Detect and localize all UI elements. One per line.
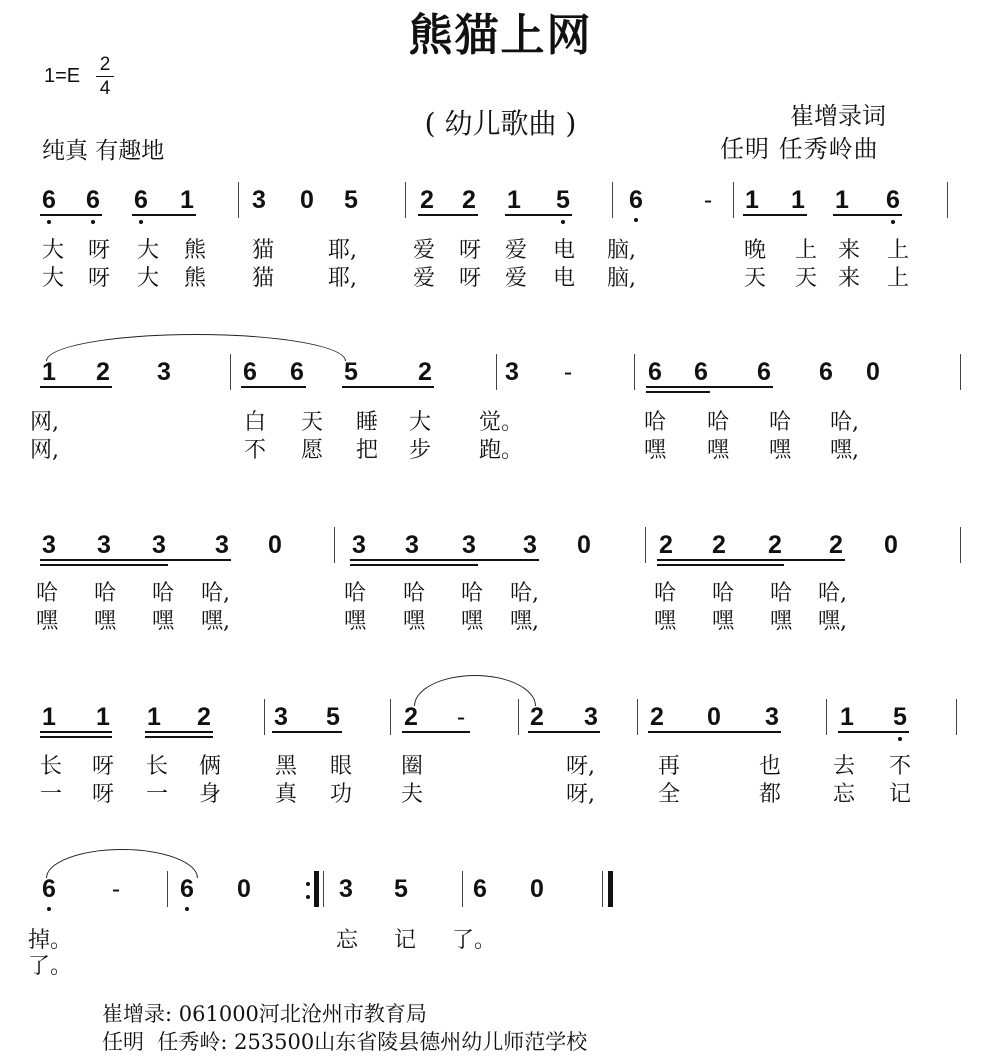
lyric-verse-1: 掉。 <box>28 928 73 953</box>
barline <box>462 871 463 907</box>
note: 0 <box>268 531 282 559</box>
note: 2 <box>712 531 726 559</box>
lyric-verse-1: 圈 <box>401 754 424 779</box>
beam-underline <box>342 386 434 388</box>
lyric-verse-1: 哈 <box>712 581 735 606</box>
octave-dot-low <box>91 220 95 224</box>
beam-underline-double <box>40 564 168 566</box>
lyric-verse-1: 呀 <box>92 754 115 779</box>
barline <box>733 182 734 218</box>
lyricist-credit: 崔增录词 <box>790 102 886 130</box>
note: 1 <box>42 703 56 731</box>
lyric-verse-1: 长 <box>40 754 63 779</box>
song-subtitle: ( 幼儿歌曲 ) <box>424 107 577 140</box>
lyric-verse-2: 都 <box>759 782 782 807</box>
beam-underline <box>833 214 902 216</box>
repeat-barline-thin <box>323 871 324 907</box>
note: 6 <box>180 875 194 903</box>
sustain-dash: - <box>111 875 121 903</box>
lyric-verse-2: 身 <box>199 782 222 807</box>
octave-dot-low <box>47 907 51 911</box>
lyric-verse-2: 真 <box>275 782 298 807</box>
note: 6 <box>42 875 56 903</box>
lyric-verse-2: 嘿, <box>510 609 539 634</box>
lyric-verse-2: 嘿, <box>830 438 859 463</box>
lyric-verse-1: 记 <box>394 928 417 953</box>
octave-dot-low <box>185 907 189 911</box>
key-signature: 1=E <box>44 65 81 87</box>
footer-address-2: 任明 任秀岭: 253500山东省陵县德州幼儿师范学校 <box>102 1030 588 1054</box>
note: 0 <box>530 875 544 903</box>
note: 1 <box>180 186 194 214</box>
lyric-verse-1: 哈 <box>644 410 667 435</box>
note: 1 <box>835 186 849 214</box>
lyric-verse-1: 忘 <box>336 928 359 953</box>
repeat-barline-thick <box>314 871 319 907</box>
lyric-verse-1: 网, <box>30 410 59 435</box>
lyric-verse-2: 大 <box>137 266 160 291</box>
lyric-verse-2: 嘿 <box>770 609 793 634</box>
note: 6 <box>86 186 100 214</box>
barline <box>634 354 635 390</box>
lyric-verse-2: 天 <box>744 266 767 291</box>
octave-dot-low <box>139 220 143 224</box>
note: 1 <box>791 186 805 214</box>
note: 6 <box>694 358 708 386</box>
lyric-verse-1: 去 <box>833 754 856 779</box>
lyric-verse-1: 再 <box>658 754 681 779</box>
note: 0 <box>884 531 898 559</box>
beam-underline-double <box>657 564 784 566</box>
note: 3 <box>765 703 779 731</box>
lyric-verse-1: 熊 <box>184 238 207 263</box>
lyric-verse-2: 呀, <box>566 782 595 807</box>
lyric-verse-2: 来 <box>838 266 861 291</box>
barline <box>612 182 613 218</box>
lyric-verse-2: 跑。 <box>479 438 524 463</box>
lyric-verse-1: 上 <box>887 238 910 263</box>
beam-underline <box>40 731 112 733</box>
note: 6 <box>819 358 833 386</box>
lyric-verse-1: 了。 <box>452 928 497 953</box>
beam-underline <box>418 214 478 216</box>
lyric-verse-1: 觉。 <box>479 410 524 435</box>
end-barline-thin <box>602 871 603 907</box>
lyric-verse-2: 嘿 <box>707 438 730 463</box>
beam-underline-double <box>145 736 213 738</box>
lyric-verse-1: 爱 <box>505 238 528 263</box>
song-title: 熊猫上网 <box>408 10 593 61</box>
lyric-verse-2: 嘿 <box>644 438 667 463</box>
lyric-verse-2: 功 <box>330 782 353 807</box>
note: 3 <box>157 358 171 386</box>
lyric-verse-1: 哈 <box>654 581 677 606</box>
beam-underline <box>241 386 306 388</box>
beam-underline <box>743 214 807 216</box>
barline <box>405 182 406 218</box>
beam-underline <box>350 559 539 561</box>
beam-underline-double <box>646 391 710 393</box>
lyric-verse-2: 上 <box>887 266 910 291</box>
beam-underline <box>272 731 342 733</box>
lyric-verse-1: 俩 <box>199 754 222 779</box>
lyric-verse-1: 哈, <box>510 581 539 606</box>
sustain-dash: - <box>456 703 466 731</box>
lyric-verse-2: 呀 <box>88 266 111 291</box>
note: 6 <box>243 358 257 386</box>
lyric-verse-2: 大 <box>42 266 65 291</box>
lyric-verse-2: 不 <box>244 438 267 463</box>
meter-bottom: 4 <box>99 78 111 99</box>
note: 3 <box>405 531 419 559</box>
lyric-verse-2: 了。 <box>28 954 73 979</box>
note: 6 <box>42 186 56 214</box>
note: 1 <box>507 186 521 214</box>
note: 0 <box>577 531 591 559</box>
note: 6 <box>757 358 771 386</box>
barline <box>645 527 646 563</box>
note: 1 <box>745 186 759 214</box>
lyric-verse-1: 哈, <box>818 581 847 606</box>
lyric-verse-1: 大 <box>409 410 432 435</box>
beam-underline <box>838 731 909 733</box>
lyric-verse-1: 长 <box>146 754 169 779</box>
note: 2 <box>197 703 211 731</box>
lyric-verse-1: 哈, <box>201 581 230 606</box>
lyric-verse-1: 哈 <box>403 581 426 606</box>
note: 6 <box>134 186 148 214</box>
lyric-verse-2: 爱 <box>413 266 436 291</box>
sustain-dash: - <box>563 358 573 386</box>
repeat-dot <box>306 895 310 899</box>
lyric-verse-1: 上 <box>795 238 818 263</box>
note: 3 <box>462 531 476 559</box>
lyric-verse-2: 嘿 <box>712 609 735 634</box>
note: 3 <box>505 358 519 386</box>
note: 3 <box>152 531 166 559</box>
beam-underline-double <box>350 564 478 566</box>
note: 1 <box>96 703 110 731</box>
tie-slur <box>46 849 198 878</box>
lyric-verse-2: 嘿 <box>152 609 175 634</box>
beam-underline <box>40 214 102 216</box>
beam-underline <box>505 214 572 216</box>
lyric-verse-1: 呀 <box>88 238 111 263</box>
lyric-verse-1: 哈 <box>94 581 117 606</box>
note: 1 <box>147 703 161 731</box>
lyric-verse-2: 嘿 <box>654 609 677 634</box>
lyric-verse-2: 嘿 <box>36 609 59 634</box>
lyric-verse-1: 哈 <box>461 581 484 606</box>
barline <box>960 527 961 563</box>
lyric-verse-1: 哈 <box>707 410 730 435</box>
lyric-verse-2: 嘿, <box>201 609 230 634</box>
barline <box>826 699 827 735</box>
tempo-marking: 纯真 有趣地 <box>42 138 165 164</box>
note: 2 <box>420 186 434 214</box>
lyric-verse-1: 来 <box>838 238 861 263</box>
beam-underline <box>402 731 470 733</box>
note: 0 <box>237 875 251 903</box>
lyric-verse-2: 呀 <box>459 266 482 291</box>
note: 2 <box>530 703 544 731</box>
note: 2 <box>650 703 664 731</box>
repeat-dot <box>306 882 310 886</box>
end-barline-thick <box>608 871 613 907</box>
lyric-verse-1: 哈 <box>344 581 367 606</box>
beam-underline <box>648 731 781 733</box>
lyric-verse-1: 呀 <box>459 238 482 263</box>
note: 6 <box>629 186 643 214</box>
lyric-verse-2: 把 <box>356 438 379 463</box>
lyric-verse-1: 哈 <box>152 581 175 606</box>
note: 5 <box>344 186 358 214</box>
barline <box>264 699 265 735</box>
lyric-verse-2: 夫 <box>401 782 424 807</box>
note: 3 <box>274 703 288 731</box>
note: 6 <box>473 875 487 903</box>
lyric-verse-2: 嘿 <box>461 609 484 634</box>
note: 2 <box>829 531 843 559</box>
note: 3 <box>42 531 56 559</box>
octave-dot-low <box>561 220 565 224</box>
note: 3 <box>215 531 229 559</box>
lyric-verse-2: 猫 <box>252 266 275 291</box>
note: 5 <box>556 186 570 214</box>
note: 5 <box>893 703 907 731</box>
barline <box>956 699 957 735</box>
note: 3 <box>339 875 353 903</box>
lyric-verse-1: 也 <box>759 754 782 779</box>
octave-dot-low <box>634 218 638 222</box>
footer-address-1: 崔增录: 061000河北沧州市教育局 <box>102 1002 427 1026</box>
note: 2 <box>404 703 418 731</box>
tie-slur <box>414 675 536 706</box>
lyric-verse-1: 大 <box>42 238 65 263</box>
note: 3 <box>523 531 537 559</box>
barline <box>960 354 961 390</box>
barline <box>238 182 239 218</box>
lyric-verse-1: 呀, <box>566 754 595 779</box>
lyric-verse-2: 爱 <box>505 266 528 291</box>
barline <box>637 699 638 735</box>
note: 0 <box>300 186 314 214</box>
lyric-verse-2: 电 <box>553 266 576 291</box>
note: 2 <box>768 531 782 559</box>
lyric-verse-1: 黑 <box>275 754 298 779</box>
lyric-verse-1: 哈 <box>36 581 59 606</box>
note: 5 <box>394 875 408 903</box>
lyric-verse-1: 晚 <box>744 238 767 263</box>
tie-slur <box>46 334 346 361</box>
note: 3 <box>97 531 111 559</box>
lyric-verse-2: 熊 <box>184 266 207 291</box>
lyric-verse-2: 嘿 <box>403 609 426 634</box>
lyric-verse-2: 嘿 <box>344 609 367 634</box>
lyric-verse-1: 猫 <box>252 238 275 263</box>
note: 5 <box>326 703 340 731</box>
barline <box>390 699 391 735</box>
note: 1 <box>42 358 56 386</box>
lyric-verse-1: 睡 <box>356 410 379 435</box>
note: 6 <box>886 186 900 214</box>
lyric-verse-2: 天 <box>795 266 818 291</box>
beam-underline <box>132 214 196 216</box>
note: 6 <box>648 358 662 386</box>
lyric-verse-1: 大 <box>137 238 160 263</box>
note: 2 <box>418 358 432 386</box>
note: 3 <box>252 186 266 214</box>
lyric-verse-2: 忘 <box>833 782 856 807</box>
note: 2 <box>96 358 110 386</box>
note: 5 <box>344 358 358 386</box>
lyric-verse-1: 白 <box>244 410 267 435</box>
beam-underline <box>528 731 600 733</box>
lyric-verse-1: 爱 <box>413 238 436 263</box>
note: 3 <box>352 531 366 559</box>
lyric-verse-1: 天 <box>301 410 324 435</box>
meter-top: 2 <box>99 54 111 75</box>
lyric-verse-2: 耶, <box>328 266 357 291</box>
time-signature <box>96 55 114 99</box>
lyric-verse-2: 一 <box>146 782 169 807</box>
lyric-verse-2: 愿 <box>301 438 324 463</box>
lyric-verse-2: 嘿, <box>818 609 847 634</box>
beam-underline <box>40 386 112 388</box>
barline <box>334 527 335 563</box>
lyric-verse-2: 嘿 <box>94 609 117 634</box>
octave-dot-low <box>898 737 902 741</box>
composer-credit: 任明 任秀岭曲 <box>720 135 879 163</box>
lyric-verse-1: 哈, <box>830 410 859 435</box>
lyric-verse-2: 一 <box>40 782 63 807</box>
note: 2 <box>659 531 673 559</box>
lyric-verse-1: 不 <box>889 754 912 779</box>
lyric-verse-1: 脑, <box>607 238 636 263</box>
lyric-verse-2: 全 <box>658 782 681 807</box>
lyric-verse-1: 眼 <box>330 754 353 779</box>
note: 1 <box>840 703 854 731</box>
beam-underline <box>646 386 773 388</box>
lyric-verse-2: 记 <box>889 782 912 807</box>
barline <box>496 354 497 390</box>
beam-underline-double <box>40 736 112 738</box>
lyric-verse-2: 网, <box>30 438 59 463</box>
octave-dot-low <box>47 220 51 224</box>
note: 0 <box>866 358 880 386</box>
lyric-verse-2: 呀 <box>92 782 115 807</box>
beam-underline <box>657 559 845 561</box>
beam-underline <box>40 559 231 561</box>
note: 0 <box>707 703 721 731</box>
lyric-verse-2: 脑, <box>607 266 636 291</box>
sustain-dash: - <box>703 186 713 214</box>
octave-dot-low <box>891 220 895 224</box>
barline <box>947 182 948 218</box>
lyric-verse-2: 嘿 <box>769 438 792 463</box>
lyric-verse-1: 电 <box>553 238 576 263</box>
lyric-verse-1: 耶, <box>328 238 357 263</box>
note: 6 <box>290 358 304 386</box>
note: 2 <box>462 186 476 214</box>
lyric-verse-2: 步 <box>409 438 432 463</box>
lyric-verse-1: 哈 <box>770 581 793 606</box>
lyric-verse-1: 哈 <box>769 410 792 435</box>
note: 3 <box>584 703 598 731</box>
beam-underline <box>145 731 213 733</box>
